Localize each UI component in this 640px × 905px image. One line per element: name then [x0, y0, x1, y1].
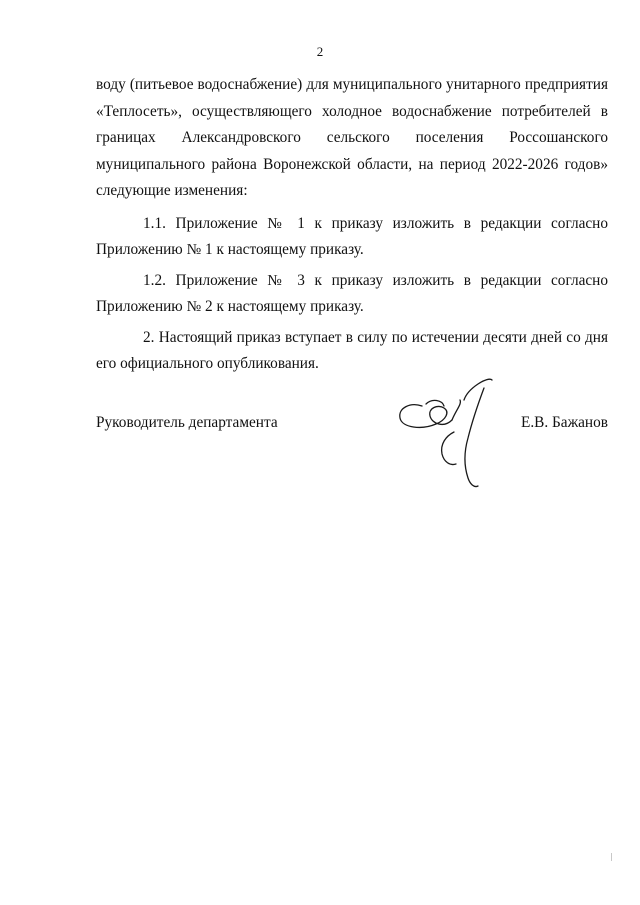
paragraph-item-2 [96, 325, 608, 378]
signatory-name: Е.В. Бажанов [520, 414, 608, 431]
handwritten-signature [392, 374, 502, 492]
text-line: границах Александровского сельского поселения Россошанского [96, 129, 608, 146]
scan-mark [611, 853, 612, 861]
text-line: 1.2. Приложение № 3 к приказу изложить в редакции согласно [143, 271, 608, 289]
text-line: «Теплосеть», осуществляющего холодное водоснабжение потребителей в [96, 102, 608, 120]
text-line: Приложению № 2 к настоящему приказу. [96, 298, 364, 315]
document-body [96, 72, 608, 378]
signatory-position: Руководитель департамента [96, 414, 278, 431]
text-line: воду (питьевое водоснабжение) для муниципального унитарного предприятия [96, 76, 608, 93]
paragraph-item-1-2 [96, 268, 608, 321]
text-line: Приложению № 1 к настоящему приказу. [96, 241, 364, 258]
text-line: следующие изменения: [96, 182, 248, 199]
text-line: муниципального района Воронежской области, на период 2022-2026 годов» [96, 155, 608, 173]
paragraph-item-1-1 [96, 211, 608, 264]
text-line: 2. Настоящий приказ вступает в силу по истечении десяти дней со дня [143, 328, 608, 346]
text-line: его официального опубликования. [96, 355, 319, 372]
text-line: 1.1. Приложение № 1 к приказу изложить в редакции согласно [143, 214, 608, 232]
paragraph-intro [96, 72, 608, 205]
page-number: 2 [316, 44, 324, 59]
